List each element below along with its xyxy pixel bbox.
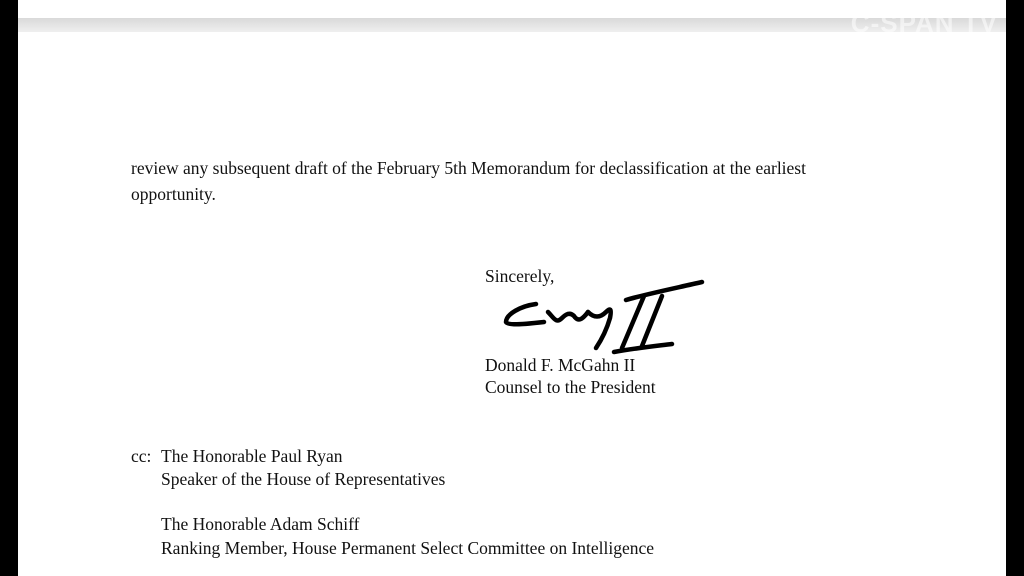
handwritten-signature [496, 278, 716, 356]
cc-recipient-2-title: Ranking Member, House Permanent Select Committee on Intelligence [161, 538, 655, 558]
letter-page [18, 0, 1006, 576]
body-line-1: review any subsequent draft of the February 5th Memorandum for declassification at the earliest [131, 158, 806, 178]
closing-salutation: Sincerely, [485, 266, 555, 286]
body-line-2: opportunity. [131, 184, 216, 204]
cc-recipient-1-title: Speaker of the House of Representatives [161, 469, 446, 489]
signer-name: Donald F. McGahn II [485, 355, 636, 375]
cc-recipient-1-name: The Honorable Paul Ryan [161, 446, 343, 466]
cc-recipient-2-name: The Honorable Adam Schiff [161, 514, 360, 534]
channel-watermark: C-SPAN TV [850, 8, 998, 38]
signer-title: Counsel to the President [485, 377, 656, 397]
cc-prefix: cc: [131, 446, 152, 466]
